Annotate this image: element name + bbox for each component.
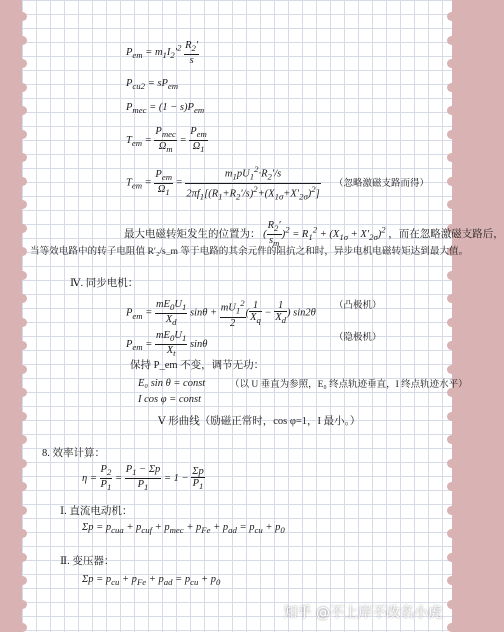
binder-hole: [18, 200, 27, 209]
binder-hole: [447, 365, 456, 374]
formula-dc-losses: $\Sigma p = p_{cua} + p_{cuf} + p_{mec} + p_{Fe} + p_{ad} = p_{cu} + p_0$: [82, 522, 285, 536]
formula-salient-pole: $P_{em}$ = $\frac{mE_0U_1}{X_d}$ sinθ + $\frac{mU_1^2}{2}$ ( $\frac{1}{X_q}$ − $\frac{1}{X_d}$ ) sin2θ: [126, 298, 316, 329]
formula-round-rotor: $P_{em}$ = $\frac{mE_0U_1}{X_t}$ sinθ: [126, 330, 208, 359]
binder-hole: [18, 83, 27, 92]
binder-hole: [447, 623, 456, 632]
watermark: 知乎 @不上岸不改名小虎: [283, 605, 442, 621]
binder-hole: [18, 247, 27, 256]
binder-hole: [18, 59, 27, 68]
binder-hole: [447, 318, 456, 327]
binder-hole: [447, 459, 456, 468]
notebook-page: [22, 0, 504, 632]
binder-hole: [18, 106, 27, 115]
formula-pcu2: $P_{cu2} = sP_{em}$: [126, 78, 179, 92]
section-4-heading: Ⅳ. 同步电机：: [70, 278, 139, 289]
transformer-heading: Ⅱ. 变压器：: [60, 556, 115, 567]
formula-pem: $P_{em} = m_1I_2'^2$ $\frac{R_2'}{s}$: [126, 40, 199, 67]
binder-hole: [18, 388, 27, 397]
v-curve-text: Ⅴ 形曲线（励磁正常时，cos φ=1，I 最小。）: [158, 416, 361, 427]
binder-hole: [18, 412, 27, 421]
binder-hole: [447, 130, 456, 139]
note-neglect-branch: （忽略激磁支路而得）: [334, 179, 430, 189]
binder-hole: [447, 200, 456, 209]
formula-tem-2: $T_{em}$ = $\frac{P_{em}}{\Omega_1}$ = $\frac{m_1pU_1^2\cdot R_2'/s}{2\pi f_1[(R_1+R_2'/s)^2+(X_{1\sigma}+X'_{2\sigma})^2]}$: [126, 164, 320, 202]
binder-hole: [18, 600, 27, 609]
binder-hole: [18, 506, 27, 515]
salient-pole-label: （凸极机）: [334, 301, 382, 311]
formula-tem-1: $T_{em}$ = $\frac{P_{mec}}{\Omega_m}$ = $\frac{P_{em}}{\Omega_1}$: [126, 126, 207, 155]
binder-hole: [18, 130, 27, 139]
binder-hole: [447, 600, 456, 609]
binder-hole: [18, 12, 27, 21]
binder-hole: [18, 224, 27, 233]
binder-hole: [447, 482, 456, 491]
binder-hole: [18, 529, 27, 538]
const-icos: I cos φ = const: [138, 394, 202, 405]
binder-holes-right: [424, 0, 452, 632]
binder-hole: [447, 106, 456, 115]
binder-hole: [447, 36, 456, 45]
binder-hole: [447, 294, 456, 303]
max-torque-text-a: 最大电磁转矩发生的位置为：: [124, 229, 261, 240]
binder-hole: [447, 153, 456, 162]
formula-pmec: $P_{mec} = (1 - s)P_{em}$: [126, 102, 205, 116]
binder-hole: [447, 177, 456, 186]
binder-hole: [18, 36, 27, 45]
formula-max-torque: ( $\frac{R_2'}{s_m}$ )$^2 = R_1^2 + (X_{1\sigma} + X'_{2\sigma})^2$: [263, 220, 386, 249]
binder-hole: [18, 623, 27, 632]
round-rotor-label: （隐极机）: [334, 333, 382, 343]
binder-hole: [18, 576, 27, 585]
dc-motor-heading: Ⅰ. 直流电动机：: [60, 506, 133, 517]
binder-hole: [18, 271, 27, 280]
max-torque-line: [124, 220, 504, 249]
binder-hole: [447, 271, 456, 280]
binder-hole: [18, 482, 27, 491]
const-e0: E₀ sin θ = const: [138, 378, 206, 389]
binder-hole: [447, 553, 456, 562]
binder-hole: [447, 412, 456, 421]
section-8-heading: 8. 效率计算：: [42, 448, 105, 459]
binder-hole: [18, 341, 27, 350]
binder-hole: [447, 529, 456, 538]
binder-hole: [18, 294, 27, 303]
max-torque-text-b: ，而在忽略激磁支路后，: [388, 229, 504, 240]
binder-hole: [447, 435, 456, 444]
binder-hole: [447, 506, 456, 515]
max-torque-explanation: 当等效电路中的转子电阻值 R′₂/s_m 等于电路的其余元件的阻抗之和时，异步电机电磁转矩达到最大值。: [30, 246, 469, 257]
const-e0-note: （以 U 垂直为参照，E₀ 终点轨迹垂直，I 终点轨迹水平）: [230, 380, 468, 390]
binder-hole: [447, 83, 456, 92]
binder-hole: [18, 459, 27, 468]
binder-hole: [18, 435, 27, 444]
keep-pem-text: 保持 P_em 不变，调节无功：: [130, 360, 265, 371]
binder-hole: [18, 365, 27, 374]
binder-holes-left: [22, 0, 50, 632]
binder-hole: [18, 177, 27, 186]
binder-hole: [447, 12, 456, 21]
formula-transformer-losses: $\Sigma p = p_{cu} + p_{Fe} + p_{ad} = p_{cu} + p_0$: [82, 574, 221, 588]
binder-hole: [447, 59, 456, 68]
binder-hole: [18, 553, 27, 562]
formula-efficiency: η = $\frac{P_2}{P_1}$ = $\frac{P_1 - \Sigma p}{P_1}$ = 1 − $\frac{\Sigma p}{P_1}$: [82, 464, 204, 493]
binder-hole: [447, 341, 456, 350]
binder-hole: [447, 576, 456, 585]
binder-hole: [18, 318, 27, 327]
binder-hole: [18, 153, 27, 162]
